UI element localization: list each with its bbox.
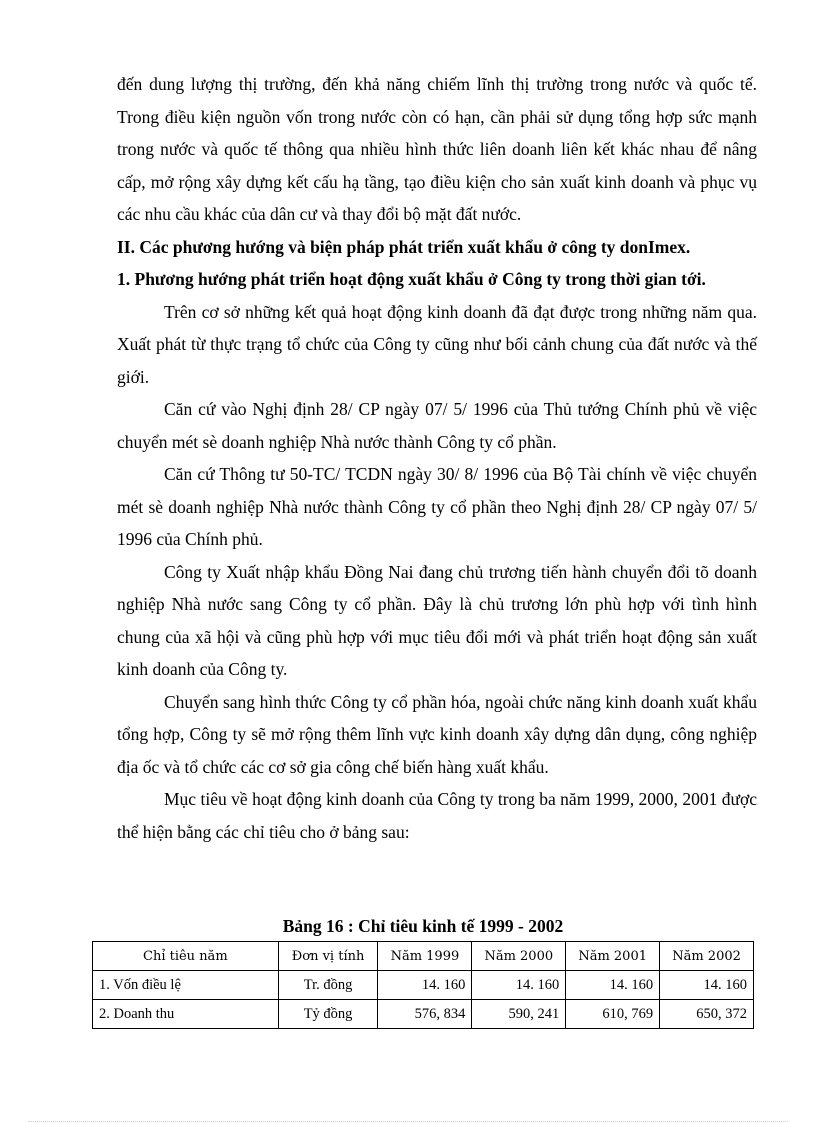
column-header: Năm 1999 xyxy=(378,942,472,971)
table-row xyxy=(93,1000,754,1029)
table-cell: 14. 160 xyxy=(660,971,754,1000)
table-cell: Tỷ đồng xyxy=(278,1000,378,1029)
table-cell: 576, 834 xyxy=(378,1000,472,1029)
column-header: Đơn vị tính xyxy=(278,942,378,971)
table-row xyxy=(93,971,754,1000)
economic-indicators-table xyxy=(92,941,754,1029)
table-cell: 1. Vốn điều lệ xyxy=(93,971,279,1000)
column-header: Chỉ tiêu năm xyxy=(93,942,279,971)
paragraph-continuation: đến dung lượng thị trường, đến khả năng chiếm lĩnh thị trường trong nước và quốc tế. Trong điều kiện nguồn vốn trong nước còn có hạn, cần phải sử dụng tổng hợp sức mạnh trong nước và quốc tế thông qua nhiều hình thức liên doanh liên kết khác nhau để nâng cấp, mở rộng xây dựng kết cấu hạ tầng, tạo điều kiện cho sản xuất kinh doanh và phục vụ các nhu cầu khác của dân cư và thay đổi bộ mặt đất nước. xyxy=(117,74,757,224)
table-cell: 14. 160 xyxy=(472,971,566,1000)
table-header-row xyxy=(93,942,754,971)
paragraph: Căn cứ Thông tư 50-TC/ TCDN ngày 30/ 8/ 1996 của Bộ Tài chính về việc chuyển mét sè doanh nghiệp Nhà nước thành Công ty cổ phần theo Nghị định 28/ CP ngày 07/ 5/ 1996 của Chính phủ. xyxy=(117,464,757,549)
paragraph: Căn cứ vào Nghị định 28/ CP ngày 07/ 5/ 1996 của Thủ tướng Chính phủ về việc chuyển mét sè doanh nghiệp Nhà nước thành Công ty cổ phần. xyxy=(117,399,757,452)
table-cell: 610, 769 xyxy=(566,1000,660,1029)
subsection-heading: 1. Phương hướng phát triển hoạt động xuất khẩu ở Công ty trong thời gian tới. xyxy=(117,269,706,289)
table-cell: 2. Doanh thu xyxy=(93,1000,279,1029)
body-text xyxy=(117,68,757,848)
page-bottom-divider xyxy=(28,1121,788,1122)
table-cell: 14. 160 xyxy=(566,971,660,1000)
table-caption: Bảng 16 : Chỉ tiêu kinh tế 1999 - 2002 xyxy=(282,916,564,936)
table-cell: 14. 160 xyxy=(378,971,472,1000)
table-cell: 590, 241 xyxy=(472,1000,566,1029)
paragraph: Chuyển sang hình thức Công ty cổ phần hóa, ngoài chức năng kinh doanh xuất khẩu tổng hợp, Công ty sẽ mở rộng thêm lĩnh vực kinh doanh xây dựng dân dụng, công nghiệp địa ốc và tổ chức các cơ sở gia công chế biến hàng xuất khẩu. xyxy=(117,691,757,777)
table-cell: 650, 372 xyxy=(660,1000,754,1029)
column-header: Năm 2000 xyxy=(472,942,566,971)
column-header: Năm 2002 xyxy=(660,942,754,971)
column-header: Năm 2001 xyxy=(566,942,660,971)
paragraph: Trên cơ sở những kết quả hoạt động kinh doanh đã đạt được trong những năm qua. Xuất phát từ thực trạng tổ chức của Công ty cũng như bối cảnh chung của đất nước và thế giới. xyxy=(117,301,757,387)
section-heading: II. Các phương hướng và biện pháp phát triển xuất khẩu ở công ty donImex. xyxy=(117,236,691,257)
table-cell: Tr. đồng xyxy=(278,971,378,1000)
paragraph: Mục tiêu về hoạt động kinh doanh của Công ty trong ba năm 1999, 2000, 2001 được thể hiện bằng các chỉ tiêu cho ở bảng sau: xyxy=(117,789,757,842)
paragraph: Công ty Xuất nhập khẩu Đồng Nai đang chủ trương tiến hành chuyển đổi tõ doanh nghiệp Nhà nước sang Công ty cổ phần. Đây là chủ trương lớn phù hợp với tình hình chung của xã hội và cũng phù hợp với mục tiêu đổi mới và phát triển hoạt động sản xuất kinh doanh của Công ty. xyxy=(117,561,757,679)
